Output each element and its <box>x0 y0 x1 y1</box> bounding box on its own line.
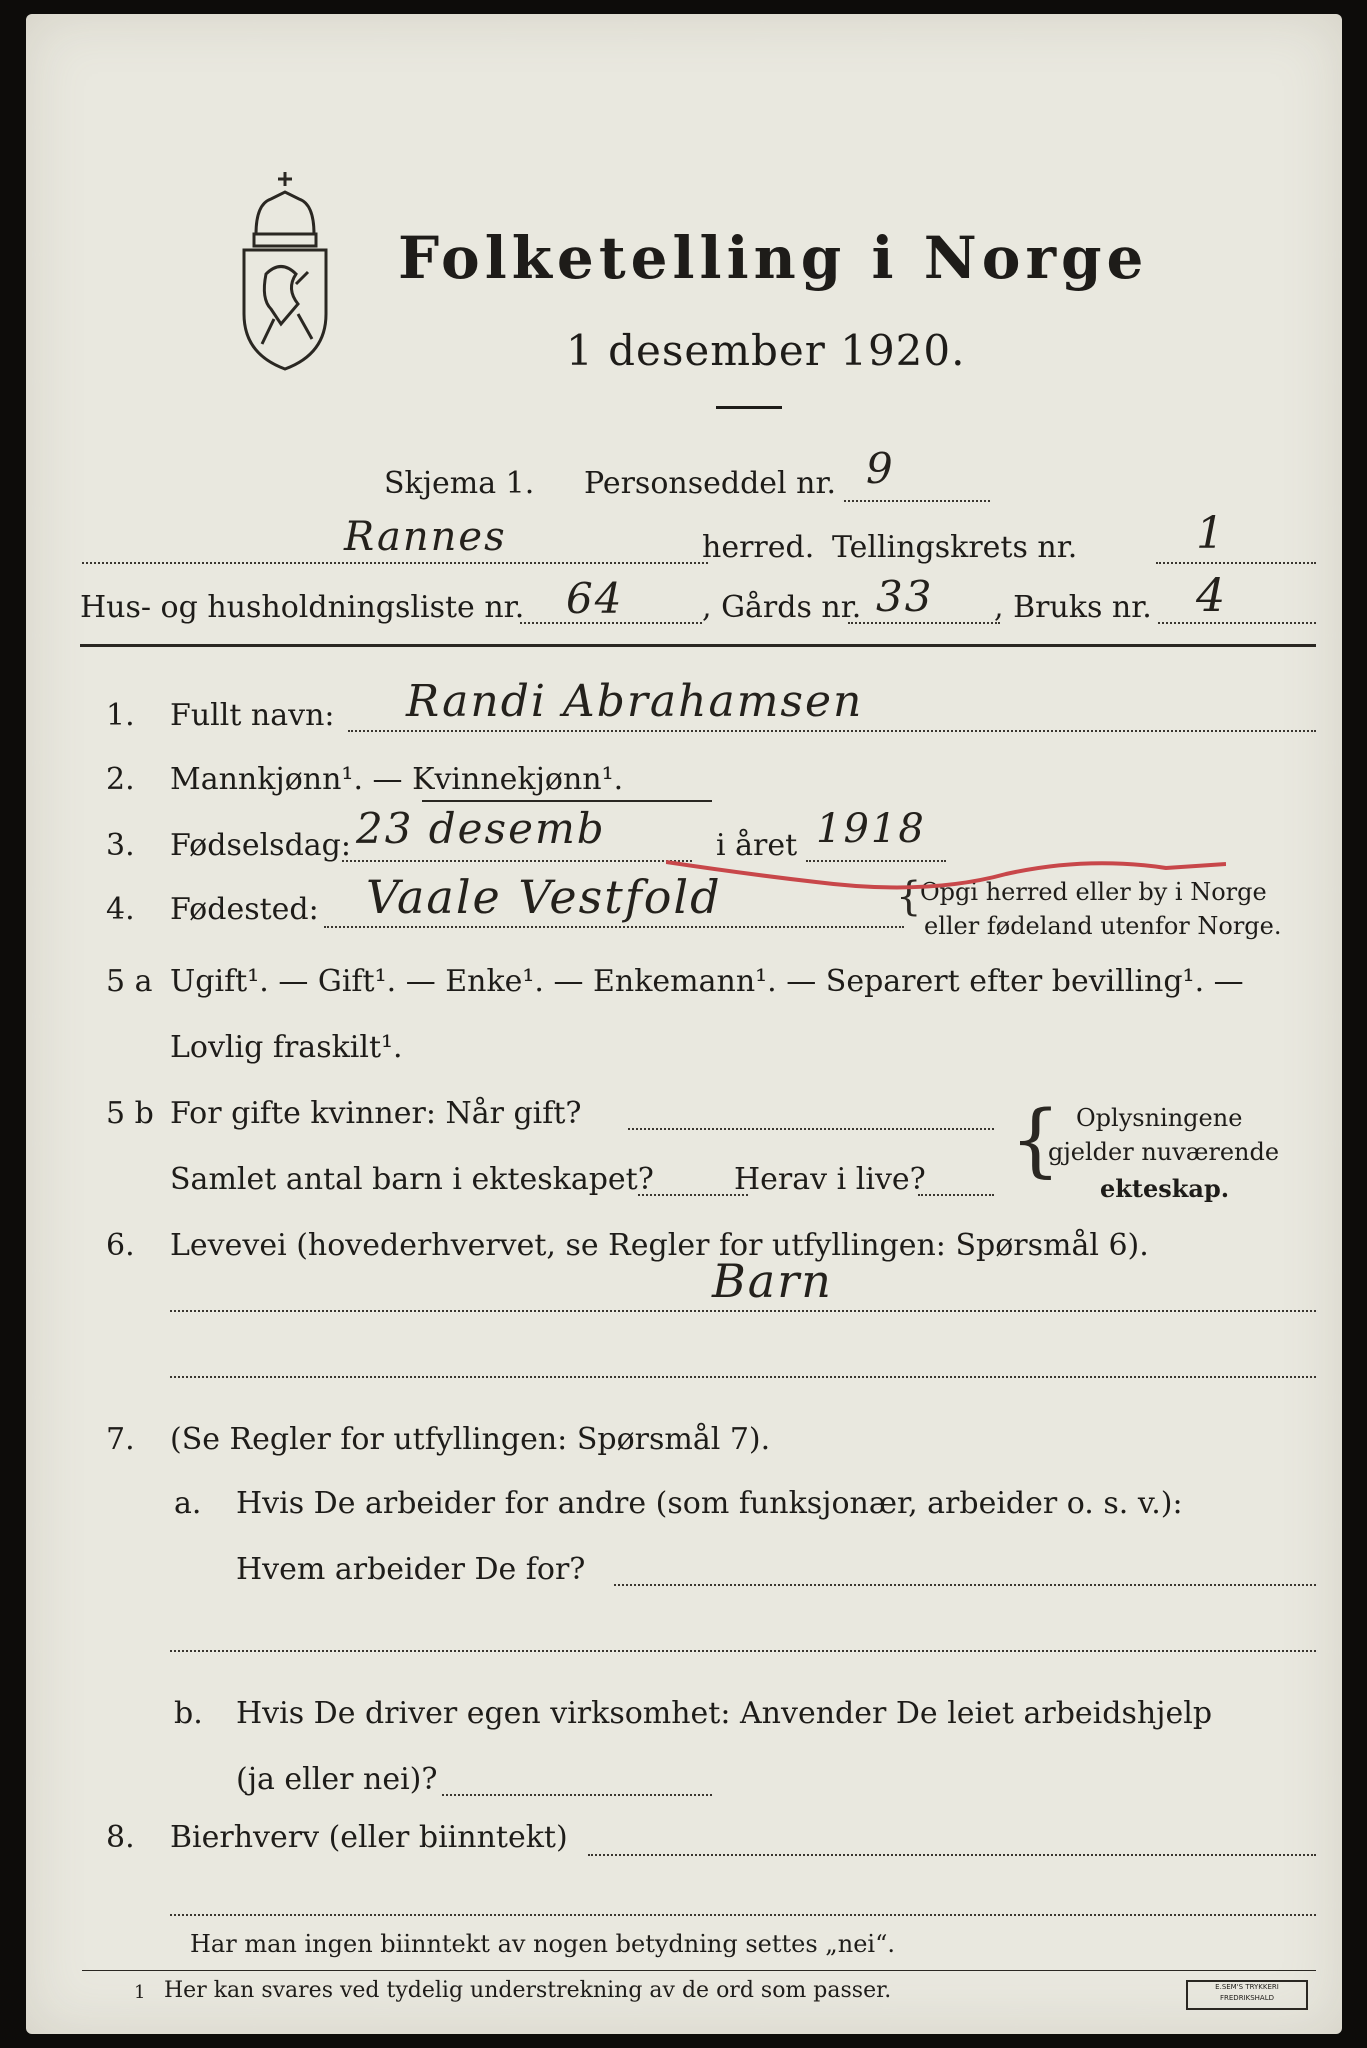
q4-line <box>324 926 904 928</box>
q5b-alive-line <box>918 1194 994 1196</box>
q1-label: Fullt navn: <box>170 698 335 733</box>
q7-number: 7. <box>106 1422 135 1457</box>
gards-line <box>848 622 1000 624</box>
gards-label: , Gårds nr. <box>702 590 862 625</box>
q4-value: Vaale Vestfold <box>366 870 722 924</box>
q8-label: Bierhverv (eller biinntekt) <box>170 1820 568 1855</box>
q5b-line2a: Samlet antal barn i ekteskapet? <box>170 1162 654 1197</box>
footer-note: Har man ingen biinntekt av nogen betydning settes „nei“. <box>190 1930 895 1958</box>
hus-label: Hus- og husholdningsliste nr. <box>80 590 525 625</box>
bruks-label: , Bruks nr. <box>994 590 1152 625</box>
q4-brace: { <box>896 874 922 920</box>
q5b-line1: For gifte kvinner: Når gift? <box>170 1096 582 1131</box>
printer-stamp <box>1186 1980 1308 2010</box>
q7a-line1: Hvis De arbeider for andre (som funksjonær, arbeider o. s. v.): <box>236 1486 1183 1521</box>
q3-number: 3. <box>106 828 135 863</box>
q6-label: Levevei (hovederhvervet, se Regler for utfyllingen: Spørsmål 6). <box>170 1228 1149 1263</box>
census-date: 1 desember 1920. <box>566 326 966 375</box>
q5b-note-line1: Oplysningene <box>1076 1104 1243 1132</box>
tellingskrets-line <box>1156 562 1316 564</box>
census-form-page <box>26 14 1342 2034</box>
q5b-note-line2: gjelder nuværende <box>1048 1138 1280 1166</box>
q5a-number: 5 a <box>106 964 153 999</box>
herred-label: herred. <box>702 530 815 565</box>
q2-number: 2. <box>106 762 135 797</box>
q3-year-value: 1918 <box>816 806 926 852</box>
q7b-line2: (ja eller nei)? <box>236 1762 438 1797</box>
q4-number: 4. <box>106 892 135 927</box>
coat-of-arms-icon <box>226 164 344 374</box>
q7b-letter: b. <box>174 1696 203 1731</box>
q1-line <box>348 730 1316 732</box>
skjema-label: Skjema 1. <box>384 466 535 501</box>
q7a-line2: Hvem arbeider De for? <box>236 1552 586 1587</box>
herred-line <box>82 562 708 564</box>
q6-line1 <box>170 1310 1316 1312</box>
q3-year-label: i året <box>716 828 798 863</box>
q7a-line <box>614 1584 1316 1586</box>
red-strike-mark <box>666 852 1226 912</box>
bruks-line <box>1158 622 1316 624</box>
footnote-mark: 1 <box>134 1982 146 2003</box>
q5a-line2: Lovlig fraskilt¹. <box>170 1030 403 1065</box>
q7a-line-extra <box>170 1650 1316 1652</box>
personseddel-value: 9 <box>866 444 895 493</box>
q4-label: Fødested: <box>170 892 319 927</box>
q7b-line <box>442 1794 712 1796</box>
q3-day-line <box>342 860 692 862</box>
stamp-line1: E.SEM'S TRYKKERI <box>1215 1983 1279 1991</box>
form-title: Folketelling i Norge <box>398 224 1149 292</box>
herred-value: Rannes <box>344 514 507 560</box>
q7b-line1: Hvis De driver egen virksomhet: Anvender De leiet arbeidshjelp <box>236 1696 1213 1731</box>
q4-note-line2: eller fødeland utenfor Norge. <box>924 912 1282 940</box>
q3-day-value: 23 desemb <box>356 804 606 853</box>
personseddel-label: Personseddel nr. <box>584 466 837 501</box>
hus-value: 64 <box>566 574 624 623</box>
q5b-when-line <box>628 1128 994 1130</box>
tellingskrets-label: Tellingskrets nr. <box>832 530 1078 565</box>
footnote-text: Her kan svares ved tydelig understrekning av de ord som passer. <box>164 1978 892 2003</box>
q8-number: 8. <box>106 1820 135 1855</box>
q3-label: Fødselsdag: <box>170 828 351 863</box>
q6-value: Barn <box>712 1254 833 1308</box>
title-divider <box>716 406 782 409</box>
gards-value: 33 <box>876 572 934 621</box>
q7-label: (Se Regler for utfyllingen: Spørsmål 7). <box>170 1422 771 1457</box>
q1-value: Randi Abrahamsen <box>406 676 864 727</box>
q5b-line2b: Herav i live? <box>734 1162 926 1197</box>
footer-rule <box>82 1970 1316 1971</box>
q8-line <box>588 1854 1316 1856</box>
q8-line-extra <box>170 1914 1316 1916</box>
q5b-number: 5 b <box>106 1096 154 1131</box>
kvinnekjonn-underline <box>422 800 712 802</box>
q6-line2 <box>170 1376 1316 1378</box>
personseddel-line <box>844 500 990 502</box>
header-rule <box>80 644 1316 647</box>
q2-label: Mannkjønn¹. — Kvinnekjønn¹. <box>170 762 624 797</box>
q4-note-line1: Opgi herred eller by i Norge <box>920 878 1267 906</box>
q6-number: 6. <box>106 1228 135 1263</box>
bruks-value: 4 <box>1196 568 1228 622</box>
q5b-note-line3: ekteskap. <box>1100 1174 1230 1203</box>
tellingskrets-value: 1 <box>1196 508 1226 559</box>
q1-number: 1. <box>106 698 135 733</box>
q7a-letter: a. <box>174 1486 202 1521</box>
stamp-line2: FREDRIKSHALD <box>1219 1994 1274 2002</box>
q5a-line1: Ugift¹. — Gift¹. — Enke¹. — Enkemann¹. — Separert efter bevilling¹. — <box>170 964 1244 999</box>
q5b-children-line <box>638 1194 748 1196</box>
q5b-brace: { <box>1010 1093 1061 1186</box>
